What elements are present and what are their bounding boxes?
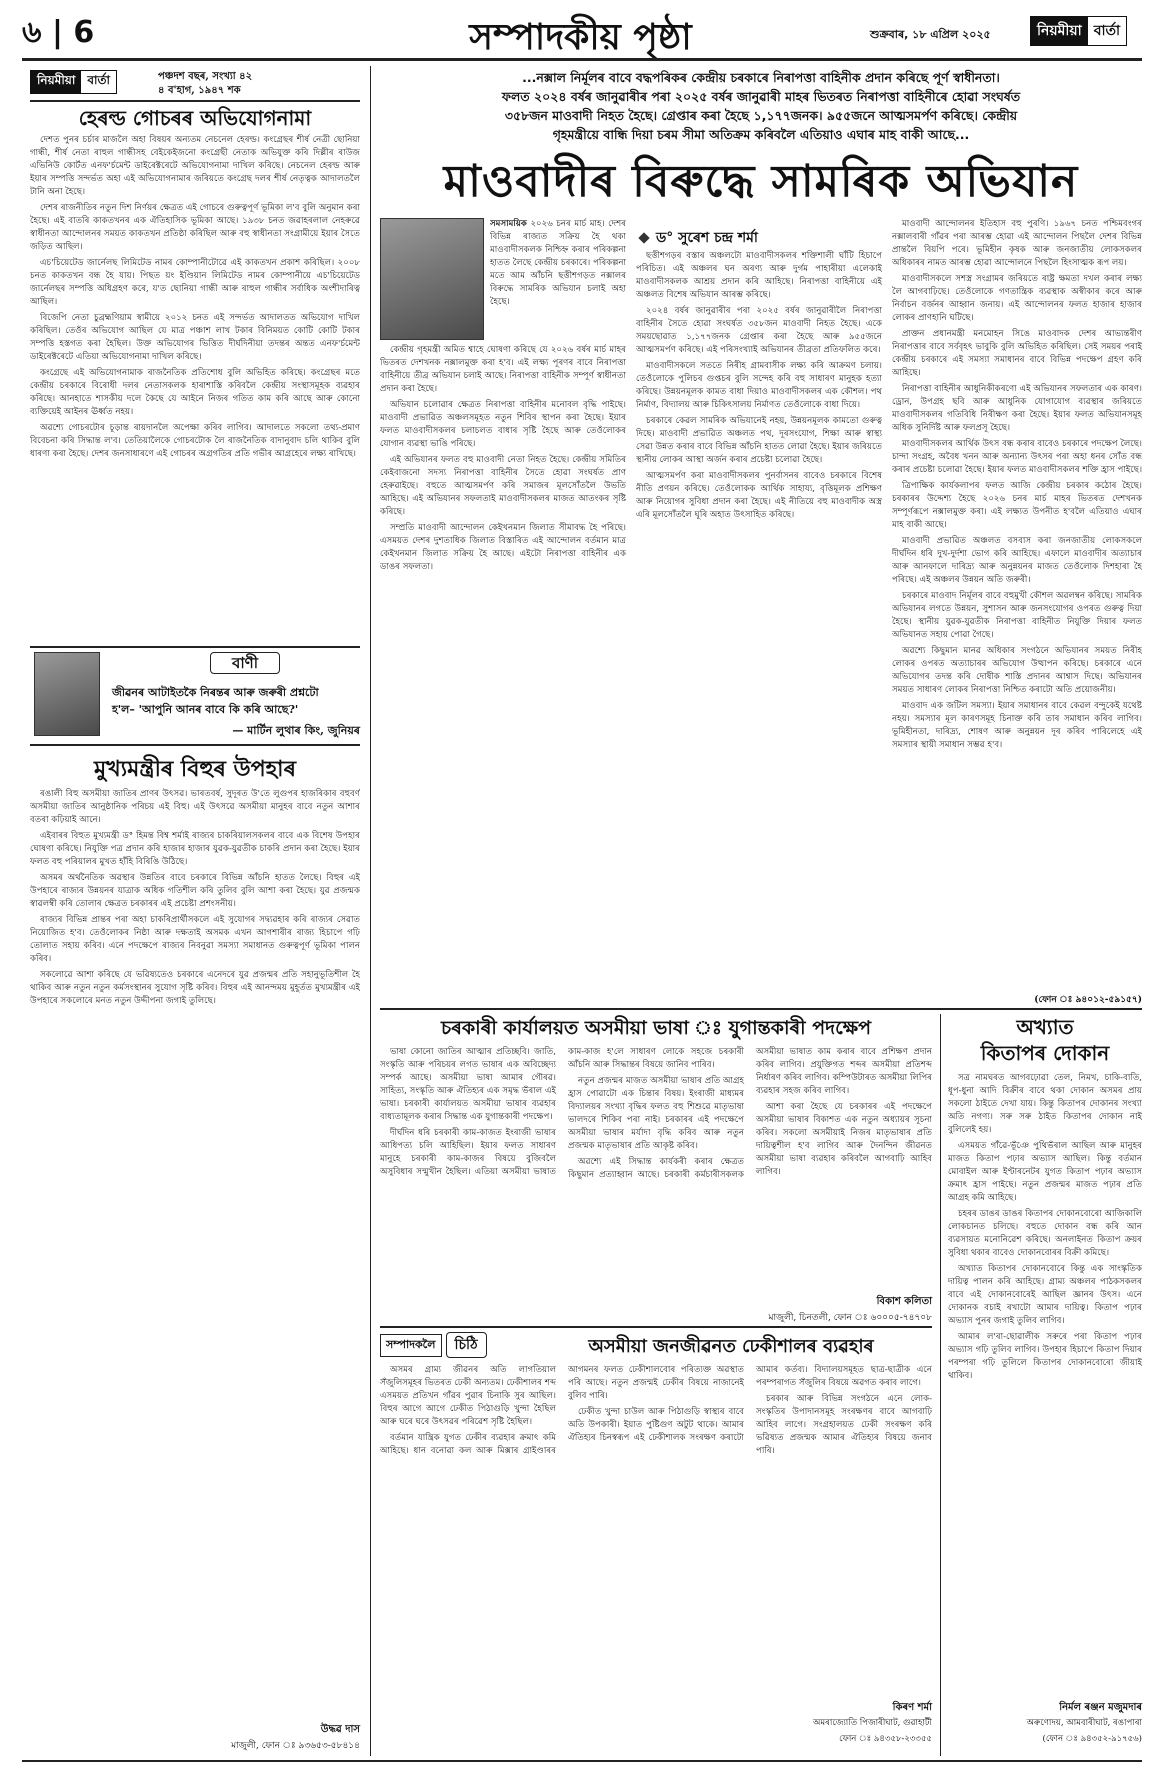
- letters-label: সম্পাদকলৈ: [380, 1334, 442, 1357]
- language-article-paragraph: আশা কৰা হৈছে যে চৰকাৰৰ এই পদক্ষেপে অসমীয়া ভাষাৰ বিকাশত এক নতুন অধ্যায়ৰ সূচনা কৰিব। সকলো অসমীয়াই নিজৰ মাতৃভাষাৰ প্ৰতি দায়িত্বশীল হ'ব লাগিব আৰু দৈনন্দিন জীৱনত অসমীয়া ভাষা ব্যৱহাৰ কৰিবলৈ আগবাঢ়ি আহিব লাগিব।: [756, 1102, 932, 1177]
- main-article-paragraph: মাওবাদীসকলৰ আৰ্থিক উৎস বন্ধ কৰাৰ বাবেও চৰকাৰে পদক্ষেপ লৈছে। চান্দা সংগ্ৰহ, অবৈধ খনন আৰু অন্যান্য উৎসৰ পৰা অহা ধনৰ সোঁত বন্ধ কৰাৰ প্ৰচেষ্টা চলোৱা হৈছে। ইয়াৰ ফলত মাওবাদীসকলৰ শক্তি হ্ৰাস পাইছে।: [892, 439, 1142, 475]
- letter-paragraph: বৰ্তমান যান্ত্ৰিক যুগত ঢেকীৰ ব্যৱহাৰ ক্ৰমাৎ কমি আহিছে। ধান বনোৱা কল আৰু মিক্সাৰ গ্ৰাইণ্ডাৰৰ আগমনৰ ফলত ঢেকীশালবোৰ পৰিত্যক্ত অৱস্থাত পৰি আছে। নতুন প্ৰজন্মই ঢেকীৰ বিষয়ে নাজানেই বুলিব পাৰি।: [380, 1365, 744, 1456]
- bookshop-article-paragraph: এসময়ত গাঁৱে-ভূঁঞে পুথিভঁৰাল আছিল আৰু মানুহৰ মাজত কিতাপ পঢ়াৰ অভ্যাস আছিল। কিন্তু বৰ্তমান মোবাইল আৰু ইণ্টাৰনেটৰ যুগত কিতাপ পঢ়াৰ অভ্যাস ক্ৰমাৎ হ্ৰাস পাইছে। নতুন প্ৰজন্মৰ মাজত পঢ়াৰ প্ৰতি আগ্ৰহ কমি আহিছে।: [948, 1141, 1142, 1203]
- main-article-paragraph: কেন্দ্ৰীয় গৃহমন্ত্ৰী অমিত শ্বাহে ঘোষণা কৰিছে যে ২০২৬ বৰ্ষৰ মাৰ্চ মাহৰ ভিতৰত দেশখনক নক্সালমুক্ত কৰা হ'ব। এই লক্ষ্য পূৰণৰ বাবে নিৰাপত্তা বাহিনীয়ে তীব্ৰ অভিযান চলাই আছে। নিৰাপত্তা বাহিনীক সম্পূৰ্ণ স্বাধীনতা প্ৰদান কৰা হৈছে।: [380, 345, 626, 394]
- main-article-paragraph: চৰকাৰে মাওবাদ নিৰ্মূলৰ বাবে বহুমুখী কৌশল অৱলম্বন কৰিছে। সামৰিক অভিযানৰ লগতে উন্নয়ন, সুশাসন আৰু জনসংযোগৰ ওপৰত গুৰুত্ব দিয়া হৈছে। স্থানীয় যুৱক-যুৱতীক নিৰাপত্তা বাহিনীত নিযুক্তি দিয়াৰ ফলত অভিযানত সহায় পোৱা গৈছে।: [892, 591, 1142, 640]
- page-number: ৬ | 6: [22, 15, 95, 50]
- masthead-rule: [22, 58, 1142, 61]
- main-article-paragraph: মাওবাদীসকলে সততে নিৰীহ গ্ৰামবাসীক লক্ষ্য কৰি আক্ৰমণ চলায়। তেওঁলোকে পুলিচৰ গুপ্তচৰ বুলি সন্দেহ কৰি বহু সাধাৰণ মানুহক হত্যা কৰিছে। উন্নয়নমূলক কামত বাধা দিয়াও মাওবাদীসকলৰ এক কৌশল। পথ নিৰ্মাণ, বিদ্যালয় আৰু চিকিৎসালয় নিৰ্মাণত তেওঁলোকে বাধা দিয়ে।: [636, 361, 882, 410]
- main-article-title: মাওবাদীৰ বিৰুদ্ধে সামৰিক অভিযান: [443, 156, 1079, 207]
- quote-text: [112, 684, 360, 739]
- letter-phone: ফোন ঃ ৯৪৩৫৮-২৩৩৫৫: [839, 1734, 932, 1744]
- volume-info: [158, 70, 252, 98]
- main-article-byline: [640, 226, 758, 250]
- newspaper-logo: [1030, 16, 1127, 46]
- issue-date: শুক্ৰবাৰ, ১৮ এপ্ৰিল ২০২৫: [870, 28, 991, 41]
- bookshop-article-paragraph: অখ্যাত কিতাপৰ দোকানবোৰে কিন্তু এক সাংস্কৃতিক দায়িত্ব পালন কৰি আহিছে। গ্ৰাম্য অঞ্চলৰ পাঠকসকলৰ বাবে এই দোকানবোৰেই আছিল জ্ঞানৰ উৎস। এনে দোকানক বচাই ৰখাটো আমাৰ দায়িত্ব। কিতাপ পঢ়াৰ অভ্যাস পুনৰ জগাই তুলিব লাগিব।: [948, 1264, 1142, 1326]
- cm-article-title: মুখ্যমন্ত্ৰীৰ বিহুৰ উপহাৰ: [94, 756, 296, 782]
- main-article-paragraph: সম্প্ৰতি মাওবাদী আন্দোলন কেইখনমান জিলাত সীমাবদ্ধ হৈ পৰিছে। এসময়ত দেশৰ দুশতাধিক জিলাত বিস্তাৰিত এই আন্দোলন বৰ্তমান মাত্ৰ কেইখনমান জিলাত সক্ৰিয় হৈ আছে। এইটো নিৰাপত্তা বাহিনীৰ এক ডাঙৰ সফলতা।: [380, 523, 626, 572]
- main-article-column-3: [892, 218, 1142, 988]
- editorial-paragraph: বিজেপি নেতা চুব্ৰহ্মণিয়াম স্বামীয়ে ২০১২ চনত এই সন্দৰ্ভত আদালতত অভিযোগ দাখিল কৰিছিল। তেওঁৰ অভিযোগ আছিল যে মাত্ৰ পঞ্চাশ লাখ টকাৰ বিনিময়ত কোটি কোটি টকাৰ সম্পত্তি হস্তগত কৰা হৈছিল। উক্ত অভিযোগৰ ভিত্তিত দীৰ্ঘদিনীয়া তদন্তৰ অন্তত এনফ'ৰ্চমেন্ট ডাইৰেক্টৰেটে এতিয়া অভিযোগনামা দাখিল কৰিছে।: [30, 313, 360, 362]
- letter-author: কিৰণ শৰ্মা: [892, 1702, 932, 1713]
- bookshop-title-line: কিতাপৰ দোকান: [980, 1041, 1110, 1065]
- main-article-paragraph: ২০২৪ বৰ্ষৰ জানুৱাৰীৰ পৰা ২০২৫ বৰ্ষৰ জানুৱাৰীলৈ নিৰাপত্তা বাহিনীৰ সৈতে হোৱা সংঘৰ্ষত ৩৫৮জন মাওবাদী নিহত হৈছে। একে সময়ছোৱাত ১,১৭৭জনক গ্ৰেপ্তাৰ কৰা হৈছে আৰু ৯৫৫জনে আত্মসমৰ্পণ কৰিছে। এই পৰিসংখ্যাই অভিযানৰ তীব্ৰতা প্ৰতিফলিত কৰে।: [636, 306, 882, 355]
- main-article-paragraph: মাওবাদীসকলে সশস্ত্ৰ সংগ্ৰামৰ জৰিয়তে ৰাষ্ট্ৰ ক্ষমতা দখল কৰাৰ লক্ষ্য লৈ আগবাঢ়িছে। তেওঁলোকে গণতান্ত্ৰিক ব্যৱস্থাক অস্বীকাৰ কৰে আৰু নিৰ্বাচন বৰ্জনৰ আহ্বান জনায়। এই আন্দোলনৰ ফলত হাজাৰ হাজাৰ লোকৰ প্ৰাণহানি ঘটিছে।: [892, 274, 1142, 323]
- main-article-paragraph: অৱশ্যে কিছুমান মানৱ অধিকাৰ সংগঠনে অভিযানৰ সময়ত নিৰীহ লোকৰ ওপৰত অত্যাচাৰৰ অভিযোগ উত্থাপন কৰিছে। চৰকাৰে এনে অভিযোগৰ তদন্ত কৰি দোষীক শাস্তি প্ৰদানৰ আশ্বাস দিছে। অভিযানৰ সময়ত সাধাৰণ লোকৰ নিৰাপত্তা নিশ্চিত কৰাটো অতি প্ৰয়োজনীয়।: [892, 646, 1142, 695]
- lead-word: সমসাময়িক: [490, 219, 527, 229]
- letter-paragraph: ঢেকীত খুন্দা চাউল আৰু পিঠাগুড়ি স্বাস্থ্যৰ বাবে অতি উপকাৰী। ইয়াত পুষ্টিগুণ অটুট থাকে। আমাৰ ঐতিহ্যৰ চিনস্বৰূপ এই ঢেকীশালক সংৰক্ষণ কৰাটো আমাৰ কৰ্তব্য। বিদ্যালয়সমূহত ছাত্ৰ-ছাত্ৰীক এনে পৰম্পৰাগত সঁজুলিৰ বিষয়ে অৱগত কৰাব লাগে।: [568, 1365, 932, 1443]
- main-article-column-2: [636, 250, 882, 988]
- cm-article-paragraph: অসমৰ অৰ্থনৈতিক অৱস্থাৰ উন্নতিৰ বাবে চৰকাৰে বিভিন্ন আঁচনি হাতত লৈছে। বিহুৰ এই উপহাৰে ৰাজ্যৰ উন্নয়নৰ যাত্ৰাক অধিক গতিশীল কৰি তুলিব বুলি আশা কৰা হৈছে। যুৱ প্ৰজন্মক স্বাৱলম্বী কৰি তোলাৰ ক্ষেত্ৰত চৰকাৰৰ এই প্ৰচেষ্টা প্ৰশংসনীয়।: [30, 873, 360, 909]
- editorial-paragraph: দেশত পুনৰ চৰ্চাৰ মাজলৈ অহা বিষয়ৰ অন্যতম নেচনেল হেৰল্ড। কংগ্ৰেছৰ শীৰ্ষ নেত্ৰী ছোনিয়া গান্ধী, শীৰ্ষ নেতা ৰাহুল গান্ধীসহ বেইকেইজনো কংগ্ৰেছী নেতাক অভিযুক্ত কৰি দিল্লীৰ ৰাউজ এভিনিউ কোৰ্টত এনফ'ৰ্চমেন্ট ডাইৰেক্টৰেটে অভিযোগনামা দাখিল কৰিছে। নেচনেল হেৰল্ড আৰু ইয়াৰ সম্পত্তি সন্দৰ্ভত অহা এই অভিযোগনামাৰ জৰিয়তে কংগ্ৰেছ দলৰ শীৰ্ষ নেতৃত্বক আদালতলৈ টানি অনা হৈছে।: [30, 135, 360, 197]
- logo-part2: বাৰ্তা: [1093, 23, 1121, 39]
- main-article-paragraph: মাওবাদী আন্দোলনৰ ইতিহাস বহু পুৰণি। ১৯৬৭ চনত পশ্চিমবংগৰ নক্সালবাৰী গাঁৱৰ পৰা আৰম্ভ হোৱা এই আন্দোলন পিছলৈ দেশৰ বিভিন্ন প্ৰান্তলৈ বিয়পি পৰে। ভূমিহীন কৃষক আৰু জনজাতীয় লোকসকলৰ অধিকাৰৰ নামত আৰম্ভ হোৱা আন্দোলনে পিছলৈ হিংসাত্মক ৰূপ লয়।: [892, 219, 1142, 268]
- divider: [380, 1326, 932, 1328]
- footer-rule: [22, 1760, 1142, 1762]
- divider: [380, 1008, 1142, 1010]
- quote-title: বাণী: [210, 652, 280, 674]
- main-article-lead: [490, 218, 626, 340]
- logo-part1: নিয়মীয়া: [1031, 17, 1088, 45]
- bookshop-article-address: অৰুণোদয়, আমবাৰীঘাট, ৰঙাপাৰা: [1026, 1718, 1142, 1728]
- quote-line: হ'ল– 'আপুনি আনৰ বাবে কি কৰি আছে?': [112, 703, 299, 716]
- editorial-paragraph: দেশৰ ৰাজনীতিৰ নতুন দিশ নিৰ্ণয়ৰ ক্ষেত্ৰত এই গোচৰে গুৰুত্বপূৰ্ণ ভূমিকা ল'ব বুলি অনুমান কৰা হৈছে। এই বাতৰি কাকতখনৰ এক ঐতিহাসিক ভূমিকা আছে। ১৯৩৮ চনত জৱাহৰলাল নেহৰুৱে স্বাধীনতা আন্দোলনৰ সময়ত কাকতখন প্ৰতিষ্ঠা কৰিছিল আৰু বহু স্বাধীনতা সংগ্ৰামীয়ে ইয়াৰ সৈতে জড়িত আছিল।: [30, 203, 360, 252]
- column-rule: [370, 66, 371, 1756]
- bookshop-article-paragraph: সত্ৰ নামঘৰত আগবঢ়োৱা তেল, নিমখ, চাকি-বাতি, ধূপ-ধুনা আদি বিক্ৰীৰ বাবে থকা দোকান অসমৰ প্ৰায় সকলো ঠাইতে দেখা যায়। কিন্তু কিতাপৰ দোকানৰ সংখ্যা অতি নগণ্য। সৰু সৰু ঠাইত কিতাপৰ দোকান নাই বুলিলেই হয়।: [948, 1073, 1142, 1135]
- banner-line: গৃহমন্ত্ৰীয়ে বান্ধি দিয়া চৰম সীমা অতিক্ৰম কৰিবলৈ এতিয়াও এঘাৰ মাহ বাকী আছে...: [552, 127, 970, 142]
- cm-article-paragraph: ৰঙালী বিহু অসমীয়া জাতিৰ প্ৰাণৰ উৎসৱ। ভাৰতবৰ্ষ, সুদূৰত উ'তে লুগুপৰ হাজৰিকাৰ বহুবৰ্ণ অসমীয়া জাতিৰ আনুষ্ঠানিক পৰিচয় এই বিহু। এই উৎসৱে অসমীয়া মানুহৰ বাবে নতুন আশাৰ বতৰা কঢ়িয়াই আনে।: [30, 789, 360, 825]
- saka-date: ৪ ব'হাগ, ১৯৪৭ শক: [158, 85, 241, 96]
- byline-diamond-icon: [638, 232, 649, 243]
- author-photo: [380, 218, 484, 340]
- mlk-portrait-photo: [34, 652, 100, 736]
- language-article-paragraph: দীৰ্ঘদিন ধৰি চৰকাৰী কাম-কাজত ইংৰাজী ভাষাৰ আধিপত্য চলি আহিছিল। ইয়াৰ ফলত সাধাৰণ মানুহে চৰকাৰী কাম-কাজৰ বিষয়ে বুজিবলৈ অসুবিধাৰ সন্মুখীন হৈছিল। এতিয়া অসমীয়া ভাষাত কাম-কাজ হ'লে সাধাৰণ লোকে সহজে চৰকাৰী আঁচনি আৰু সিদ্ধান্তৰ বিষয়ে জানিব পাৰিব।: [380, 1047, 744, 1177]
- main-article-paragraph: নিৰাপত্তা বাহিনীৰ আধুনিকীকৰণো এই অভিযানৰ সফলতাৰ এক কাৰণ। ড্ৰোন, উপগ্ৰহ ছবি আৰু আধুনিক যোগাযোগ ব্যৱস্থাৰ জৰিয়তে মাওবাদীসকলৰ গতিবিধি নিৰীক্ষণ কৰা হৈছে। ইয়াৰ ফলত অভিযানসমূহ অধিক সুনিৰ্দিষ্ট আৰু ফলপ্ৰসূ হৈছে।: [892, 384, 1142, 433]
- editorial-body: [30, 134, 360, 634]
- cm-article-paragraph: এইবাৰৰ বিহুত মুখ্যমন্ত্ৰী ড° হিমন্ত বিশ্ব শৰ্মাই ৰাজ্যৰ চাকৰিয়ালসকলৰ বাবে এক বিশেষ উপহাৰ ঘোষণা কৰিছে। নিযুক্তি পত্ৰ প্ৰদান কৰি হাজাৰ হাজাৰ যুৱক-যুৱতীক চাকৰি প্ৰদান কৰা হৈছে। ইয়াৰ ফলত বহু পৰিয়ালৰ মুখত হাঁহি বিৰিঙি উঠিছে।: [30, 831, 360, 867]
- letter-paragraph: অসমৰ গ্ৰাম্য জীৱনৰ অতি লাগতিয়াল সঁজুলিসমূহৰ ভিতৰত ঢেকী অন্যতম। ঢেকীশালৰ শব্দ এসময়ত প্ৰতিখন গাঁৱৰ পুৱাৰ চিনাকি সুৰ আছিল। বিহুৰ আগে আগে ঢেকীত পিঠাগুড়ি খুন্দা হৈছিল আৰু ঘৰে ঘৰে উৎসৱৰ পৰিৱেশ সৃষ্টি হৈছিল।: [380, 1365, 556, 1427]
- cm-article-body: [30, 788, 360, 1716]
- column-rule: [940, 1014, 941, 1756]
- letters-section-label: [380, 1332, 487, 1358]
- language-article-body: [380, 1046, 932, 1292]
- main-article-paragraph: মাওবাদ এক জটিল সমস্যা। ইয়াৰ সমাধানৰ বাবে কেৱল বন্দুকেই যথেষ্ট নহয়। সমস্যাৰ মূল কাৰণসমূহ চিনাক্ত কৰি তাৰ সমাধান কৰিব লাগিব। ভূমিহীনতা, দাৰিদ্ৰ্য, শোষণ আৰু অনুন্নয়ন দূৰ কৰিব পাৰিলেহে এই সমস্যাৰ স্থায়ী সমাধান সম্ভৱ হ'ব।: [892, 701, 1142, 750]
- editorial-logo-part2: বাৰ্তা: [87, 73, 110, 87]
- divider: [30, 646, 360, 648]
- main-article-paragraph: প্ৰাক্তন প্ৰধানমন্ত্ৰী মনমোহন সিঙে মাওবাদক দেশৰ আভ্যন্তৰীণ নিৰাপত্তাৰ বাবে সৰ্ববৃহৎ ভাবুকি বুলি অভিহিত কৰিছিল। সেই সময়ৰ পৰাই কেন্দ্ৰীয় চৰকাৰে এই সমস্যা সমাধানৰ বাবে বিভিন্ন পদক্ষেপ গ্ৰহণ কৰি আহিছে।: [892, 329, 1142, 378]
- bookshop-title-line: অখ্যাত: [1016, 1015, 1074, 1039]
- cm-article-author: উদ্ধৱ দাস: [320, 1724, 360, 1735]
- quote-line: জীৱনৰ আটাইতকৈ নিৰন্তৰ আৰু জৰুৰী প্ৰশ্নটো: [112, 686, 319, 699]
- main-article-paragraph: চৰকাৰে কেৱল সামৰিক অভিযানেই নহয়, উন্নয়নমূলক কামতো গুৰুত্ব দিছে। মাওবাদী প্ৰভাৱিত অঞ্চলত পথ, দূৰসংযোগ, শিক্ষা আৰু স্বাস্থ্য সেৱা উন্নত কৰাৰ বাবে বিভিন্ন আঁচনি হাতত লোৱা হৈছে। ইয়াৰ জৰিয়তে স্থানীয় লোকৰ আস্থা অৰ্জন কৰাৰ প্ৰচেষ্টা চলোৱা হৈছে।: [636, 416, 882, 465]
- main-article-paragraph: এই অভিযানৰ ফলত বহু মাওবাদী নেতা নিহত হৈছে। কেন্দ্ৰীয় সমিতিৰ কেইবাজনো সদস্য নিৰাপত্তা বাহিনীৰ সৈতে হোৱা সংঘৰ্ষত প্ৰাণ হেৰুৱাইছে। বহুতে আত্মসমৰ্পণ কৰি সমাজৰ মূলসোঁতলৈ উভতি আহিছে। এই অভিযানৰ সফলতাই মাওবাদীসকলৰ মাজত আতংকৰ সৃষ্টি কৰিছে।: [380, 455, 626, 517]
- language-article-paragraph: অৱশ্যে এই সিদ্ধান্ত কাৰ্যকৰী কৰাৰ ক্ষেত্ৰত কিছুমান প্ৰত্যাহ্বান আছে। চৰকাৰী কৰ্মচাৰীসকলক অসমীয়া ভাষাত কাম কৰাৰ বাবে প্ৰশিক্ষণ প্ৰদান কৰিব লাগিব। প্ৰযুক্তিগত শব্দৰ অসমীয়া প্ৰতিশব্দ নিৰ্ধাৰণ কৰিব লাগিব। কম্পিউটাৰত অসমীয়া লিপিৰ ব্যৱহাৰ সহজ কৰিব লাগিব।: [568, 1047, 932, 1180]
- banner-line: ফলত ২০২৪ বৰ্ষৰ জানুৱাৰীৰ পৰা ২০২৫ বৰ্ষৰ জানুৱাৰী মাহৰ ভিতৰত নিৰাপত্তা বাহিনীৰে হোৱা সংঘৰ্ষত: [501, 89, 1021, 104]
- section-title: সম্পাদকীয় পৃষ্ঠা: [469, 16, 692, 58]
- quote-author: — মাৰ্টিন লুথাৰ কিং, জুনিয়ৰ: [232, 724, 360, 737]
- main-article-paragraph: আত্মসমৰ্পণ কৰা মাওবাদীসকলৰ পুনৰ্বাসনৰ বাবেও চৰকাৰে বিশেষ নীতি প্ৰণয়ন কৰিছে। তেওঁলোকক আৰ্থিক সাহায্য, বৃত্তিমূলক প্ৰশিক্ষণ আৰু নিয়োগৰ সুবিধা প্ৰদান কৰা হৈছে। এই নীতিয়ে বহু মাওবাদীক অস্ত্ৰ এৰি মূলসোঁতলৈ ঘূৰি অহাত উৎসাহিত কৰিছে।: [636, 471, 882, 520]
- banner-line: ...নক্সাল নিৰ্মূলৰ বাবে বদ্ধপৰিকৰ কেন্দ্ৰীয় চৰকাৰে নিৰাপত্তা বাহিনীক প্ৰদান কৰিছে পূৰ্ণ স্বাধীনতা।: [522, 70, 1000, 85]
- letter-address: অমৰাজ্যোতি পিজাৰীঘাট, গুৱাহাটী: [812, 1718, 932, 1728]
- language-article-paragraph: ভাষা কোনো জাতিৰ আত্মাৰ প্ৰতিচ্ছবি। জাতি, সংস্কৃতি আৰু পৰিচয়ৰ লগত ভাষাৰ এক অবিচ্ছেদ্য সম্পৰ্ক আছে। অসমীয়া ভাষা আমাৰ গৌৰৱ। সাহিত্য, সংস্কৃতি আৰু ঐতিহ্যৰ এক সমৃদ্ধ ভঁৰাল এই ভাষা। চৰকাৰী কাৰ্যালয়ত অসমীয়া ভাষাৰ ব্যৱহাৰ বাধ্যতামূলক কৰাৰ সিদ্ধান্ত এক যুগান্তকাৰী পদক্ষেপ।: [380, 1047, 556, 1122]
- language-article-address: মাজুলী, চিনতলী, ফোন ঃ ৬০০০৫-৭৪৭০৮: [768, 1313, 932, 1323]
- main-article-phone: (ফোন ঃ ৯৪০১২-৫৯১৫৭): [1034, 995, 1142, 1005]
- language-article-title: চৰকাৰী কাৰ্যালয়ত অসমীয়া ভাষা ঃ যুগান্তকাৰী পদক্ষেপ: [440, 1017, 872, 1039]
- letter-title: অসমীয়া জনজীৱনত ঢেকীশালৰ ব্যৱহাৰ: [588, 1336, 874, 1357]
- main-article-paragraph: ছত্তীশগড়ৰ বস্তাৰ অঞ্চলটো মাওবাদীসকলৰ শক্তিশালী ঘাঁটি হিচাপে পৰিচিত। এই অঞ্চলৰ ঘন অৰণ্য আৰু দুৰ্গম পাহাৰীয়া এলেকাই মাওবাদীসকলক আশ্ৰয় প্ৰদান কৰি আহিছে। নিৰাপত্তা বাহিনীয়ে এই অঞ্চলত বিশেষ অভিযান আৰম্ভ কৰিছে।: [636, 251, 882, 300]
- banner-line: ৩৫৮জন মাওবাদী নিহত হৈছে। গ্ৰেপ্তাৰ কৰা হৈছে ১,১৭৭জনক। ৯৫৫জনে আত্মসমৰ্পণ কৰিছে। কেন্দ্ৰীয়: [504, 108, 1018, 123]
- editorial-paragraph: অৱশ্যে গোচৰটোৰ চূড়ান্ত ৰায়দানলৈ অপেক্ষা কৰিব লাগিব। আদালতে সকলো তথ্য-প্ৰমাণ বিবেচনা কৰি সিদ্ধান্ত ল'ব। তেতিয়ালৈকে গোচৰটোক লৈ ৰাজনৈতিক বাদানুবাদ চলি থাকিব বুলি ধাৰণা কৰা হৈছে। দেশৰ জনসাধাৰণে এই গোচৰৰ অগ্ৰগতিৰ প্ৰতি গভীৰ আগ্ৰহেৰে লক্ষ্য ৰাখিছে।: [30, 423, 360, 459]
- letters-badge: চিঠি: [446, 1332, 487, 1358]
- editorial-paragraph: কংগ্ৰেছে এই অভিযোগনামাক ৰাজনৈতিক প্ৰতিশোধ বুলি অভিহিত কৰিছে। কংগ্ৰেছৰ মতে কেন্দ্ৰীয় চৰকাৰে বিৰোধী দলৰ নেতাসকলক হাৰাশাস্তি কৰিবলৈ কেন্দ্ৰীয় সংস্থাসমূহক ব্যৱহাৰ কৰিছে। আনহাতে শাসকীয় দলে কৈছে যে আইনে নিজৰ গতিত কাম কৰি আছে আৰু কোনো ব্যক্তিয়েই আইনৰ ঊৰ্ধ্বত নহয়।: [30, 368, 360, 417]
- main-article-paragraph: অভিযান চলোৱাৰ ক্ষেত্ৰত নিৰাপত্তা বাহিনীৰ মনোবল বৃদ্ধি পাইছে। মাওবাদী প্ৰভাৱিত অঞ্চলসমূহত নতুন শিবিৰ স্থাপন কৰা হৈছে। ইয়াৰ ফলত মাওবাদীসকলৰ চলাচলত বাধাৰ সৃষ্টি হৈছে আৰু তেওঁলোকৰ যোগান ব্যৱস্থা ভাঙি পৰিছে।: [380, 400, 626, 449]
- main-article-paragraph: ত্ৰিপাক্ষিক কাৰ্যকলাপৰ ফলত আজি কেন্দ্ৰীয় চৰকাৰ কঠোৰ হৈছে। চৰকাৰৰ উদ্দেশ্য হৈছে ২০২৬ চনৰ মাৰ্চ মাহৰ ভিতৰত দেশখনক সম্পূৰ্ণৰূপে নক্সালমুক্ত কৰা। এই লক্ষ্যত উপনীত হ'বলৈ এতিয়াও এঘাৰ মাহ বাকী আছে।: [892, 481, 1142, 530]
- language-article-paragraph: নতুন প্ৰজন্মৰ মাজত অসমীয়া ভাষাৰ প্ৰতি আগ্ৰহ হ্ৰাস পোৱাটো এক চিন্তাৰ বিষয়। ইংৰাজী মাধ্যমৰ বিদ্যালয়ৰ সংখ্যা বৃদ্ধিৰ ফলত বহু শিশুৱে মাতৃভাষা ভালদৰে শিকিব পৰা নাই। চৰকাৰৰ এই পদক্ষেপে অসমীয়া ভাষাৰ মৰ্যাদা বৃদ্ধি কৰিব আৰু নতুন প্ৰজন্মক মাতৃভাষাৰ প্ৰতি আকৃষ্ট কৰিব।: [568, 1076, 744, 1151]
- divider: [30, 744, 360, 746]
- divider: [30, 100, 360, 102]
- main-article-lead-text: ২০২৬ চনৰ মাৰ্চ মাহ। দেশৰ বিভিন্ন ৰাজ্যত সক্ৰিয় হৈ থকা মাওবাদীসকলক নিশ্চিহ্ন কৰাৰ পৰিকল্পনা হাতত লৈছে কেন্দ্ৰীয় চৰকাৰে। পৰিকল্পনা মতে আম আঁচনি ছত্তীশগড়ত নক্সালৰ বিৰুদ্ধে সামৰিক অভিযান চলাই অহা হৈছে।: [490, 219, 626, 307]
- bookshop-article-paragraph: আমাৰ ল'ৰা-ছোৱালীক সৰুৰে পৰা কিতাপ পঢ়াৰ অভ্যাস গঢ়ি তুলিব লাগিব। উপহাৰ হিচাপে কিতাপ দিয়াৰ পৰম্পৰা গঢ়ি তুলিলে কিতাপৰ দোকানবোৰো জীয়াই থাকিব।: [948, 1332, 1142, 1381]
- bookshop-article-body: [948, 1072, 1142, 1694]
- editorial-logo-part1: নিয়মীয়া: [31, 70, 81, 94]
- cm-article-paragraph: সকলোৱে আশা কৰিছে যে ভৱিষ্যতেও চৰকাৰে এনেদৰে যুৱ প্ৰজন্মৰ প্ৰতি সহানুভূতিশীল হৈ থাকিব আৰু নতুন নতুন কৰ্মসংস্থানৰ সুযোগ সৃষ্টি কৰিব। বিহুৰ এই আনন্দময় মুহূৰ্তত মুখ্যমন্ত্ৰীৰ এই উপহাৰে সকলোৰে মনত নতুন উদ্দীপনা জগাই তুলিছে।: [30, 970, 360, 1006]
- letter-body: [380, 1364, 932, 1682]
- bookshop-article-paragraph: চহৰৰ ডাঙৰ ডাঙৰ কিতাপৰ দোকানবোৰো আজিকালি লোকচানত চলিছে। বহুতে দোকান বন্ধ কৰি আন ব্যৱসায়ত মনোনিৱেশ কৰিছে। অনলাইনত কিতাপ ক্ৰয়ৰ সুবিধা থকাৰ বাবেও দোকানবোৰৰ বিক্ৰী কমিছে।: [948, 1209, 1142, 1258]
- cm-article-paragraph: ৰাজ্যৰ বিভিন্ন প্ৰান্তৰ পৰা অহা চাকৰিপ্ৰাৰ্থীসকলে এই সুযোগৰ সদ্ব্যৱহাৰ কৰি ৰাজ্যৰ সেৱাত নিয়োজিত হ'ব। তেওঁলোকৰ নিষ্ঠা আৰু দক্ষতাই অসমক এখন আগশাৰীৰ ৰাজ্য হিচাপে গঢ়ি তোলাত সহায় কৰিব। এনে পদক্ষেপে ৰাজ্যৰ নিবনুৱা সমস্যা সমাধানত গুৰুত্বপূৰ্ণ ভূমিকা পালন কৰিব।: [30, 915, 360, 964]
- bookshop-article-title: [948, 1014, 1142, 1066]
- volume-number: পঞ্চদশ বছৰ, সংখ্যা ৪২: [158, 71, 253, 82]
- editorial-paragraph: এচ'চিয়েটেড জাৰ্নেলছ লিমিটেড নামৰ কোম্পানীটোৱে এই কাকতখন প্ৰকাশ কৰিছিল। ২০০৮ চনত কাকতখন বন্ধ হৈ যায়। পিছত য়ং ইণ্ডিয়ান লিমিটেড নামৰ কোম্পানীয়ে এচ'চিয়েটেড জাৰ্নেলছৰ সম্পত্তি অধিগ্ৰহণ কৰে, য'ত ছোনিয়া গান্ধী আৰু ৰাহুল গান্ধীৰ সৰ্বাধিক অংশীদাৰিত্ব আছিল।: [30, 258, 360, 307]
- cm-article-address: মাজুলী, ফোন ঃ ৯৩৬৫৩-৫৮৪১৪: [231, 1741, 360, 1751]
- bookshop-article-author: নিৰ্মল ৰঞ্জন মজুমদাৰ: [1059, 1702, 1142, 1713]
- editorial-logo: [30, 70, 117, 94]
- editorial-title: হেৰল্ড গোচৰৰ অভিযোগনামা: [78, 106, 312, 130]
- language-article-author: বিকাশ কলিতা: [876, 1296, 932, 1307]
- main-article-column-1: [380, 344, 626, 988]
- byline-name: ড° সুৰেশ চন্দ্ৰ শৰ্মা: [656, 230, 758, 246]
- bookshop-article-phone: (ফোন ঃ ৯৪৩৫২-৯১৭৫৬): [1042, 1734, 1142, 1744]
- letter-paragraph: চৰকাৰ আৰু বিভিন্ন সংগঠনে এনে লোক-সংস্কৃতিৰ উপাদানসমূহ সংৰক্ষণৰ বাবে আগবাঢ়ি আহিব লাগে। সংগ্ৰহালয়ত ঢেকী সংৰক্ষণ কৰি ভৱিষ্যত প্ৰজন্মক আমাৰ ঐতিহ্যৰ বিষয়ে জনাব পাৰি।: [756, 1394, 932, 1456]
- main-article-paragraph: মাওবাদী প্ৰভাৱিত অঞ্চলত বসবাস কৰা জনজাতীয় লোকসকলে দীৰ্ঘদিন ধৰি দুখ-দুৰ্দশা ভোগ কৰি আহিছে। এফালে মাওবাদীৰ অত্যাচাৰ আৰু আনফালে দাৰিদ্ৰ্য আৰু অনুন্নয়নৰ মাজত তেওঁলোক দিশহাৰা হৈ পৰিছে। এই অঞ্চলৰ উন্নয়ন অতি জৰুৰী।: [892, 536, 1142, 585]
- banner: [380, 68, 1142, 144]
